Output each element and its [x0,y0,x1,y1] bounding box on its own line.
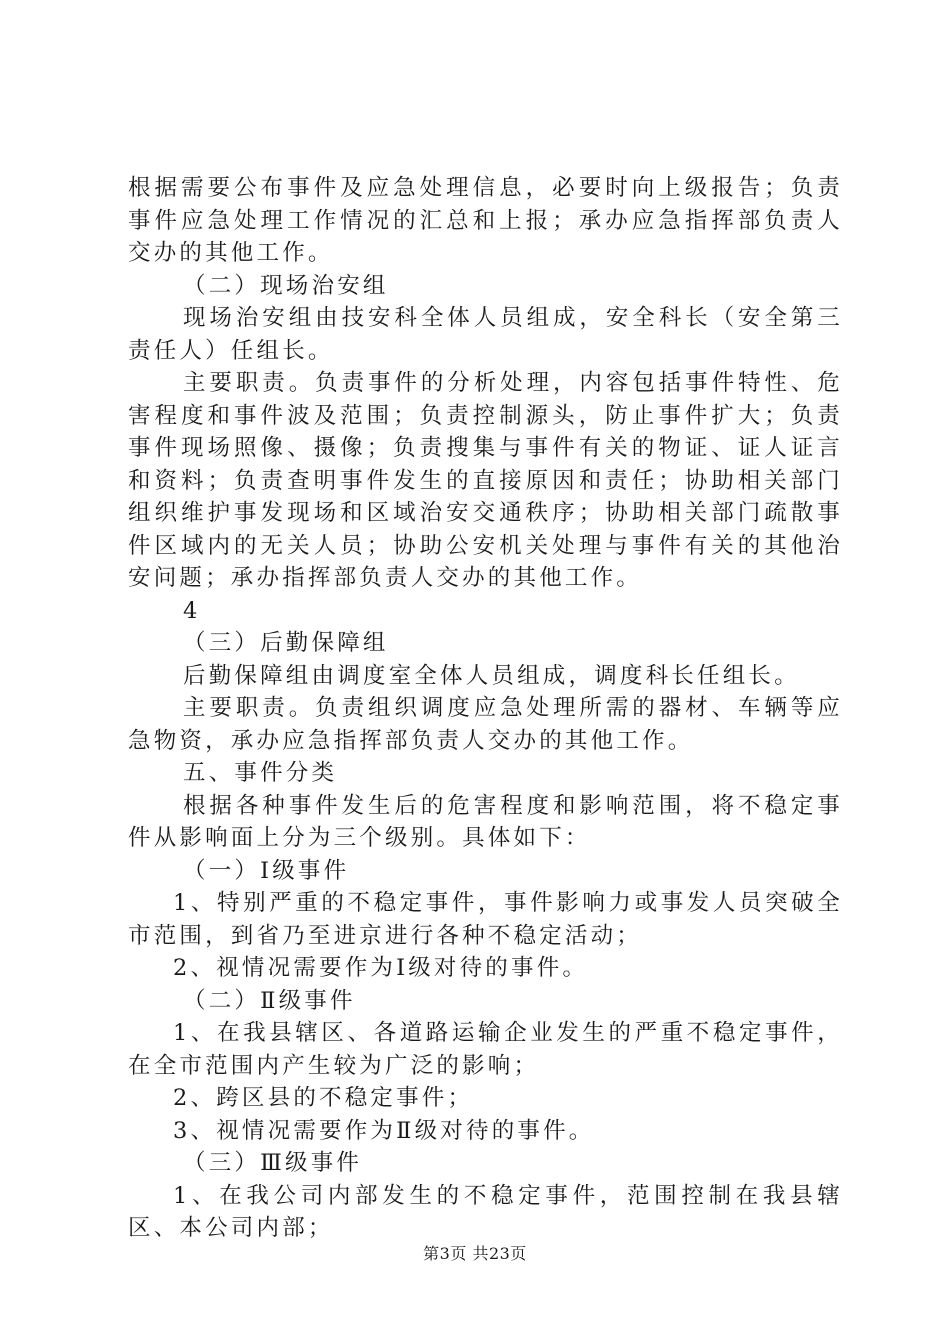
paragraph-logistics-members: 后勤保障组由调度室全体人员组成，调度科长任组长。 [183,662,800,689]
list-item: 1、特别严重的不稳定事件，事件影响力或事发人员突破全市范围，到省乃至进京进行各种不稳定活动； [128,890,843,949]
paragraph-logistics-duties: 主要职责。负责组织调度应急处理所需的器材、车辆等应急物资，承办应急指挥部负责人交办的其他工作。 [128,695,843,754]
list-item: 2、跨区县的不稳定事件； [173,1085,474,1111]
list-item: 1、在我公司内部发生的不稳定事件，范围控制在我县辖区、本公司内部； [128,1182,843,1241]
page-footer [0,1244,950,1264]
heading-event-classification: 五、事件分类 [183,760,338,786]
paragraph-number: 4 [183,597,201,624]
document-body [128,172,843,1245]
list-item: 3、视情况需要作为Ⅱ级对待的事件。 [173,1117,595,1144]
list-item: 2、视情况需要作为Ⅰ级对待的事件。 [173,955,589,981]
paragraph-security-group-members: 现场治安组由技安科全体人员组成，安全科长（安全第三责任人）任组长。 [128,305,843,364]
paragraph-classification-intro: 根据各种事件发生后的危害程度和影响范围，将不稳定事件从影响面上分为三个级别。具体如下： [128,792,843,851]
heading-level-2: （二）Ⅱ级事件 [183,987,356,1014]
paragraph-duties-continued: 根据需要公布事件及应急处理信息，必要时向上级报告；负责事件应急处理工作情况的汇总和上报；承办应急指挥部负责人交办的其他工作。 [128,175,843,266]
paragraph-security-group-duties: 主要职责。负责事件的分析处理，内容包括事件特性、危害程度和事件波及范围；负责控制源头，防止事件扩大；负责事件现场照像、摄像；负责搜集与事件有关的物证、证人证言和资料；负责查明事件发生的直接原因和责任；协助相关部门组织维护事发现场和区域治安交通秩序；协助相关部门疏散事件区域内的无关人员；协助公安机关处理与事件有关的其他治安问题；承办指挥部负责人交办的其他工作。 [128,370,843,591]
list-item: 1、在我县辖区、各道路运输企业发生的严重不稳定事件，在全市范围内产生较为广泛的影响； [128,1020,843,1079]
heading-logistics-group: （三）后勤保障组 [183,630,389,656]
heading-level-1: （一）Ⅰ级事件 [183,857,350,884]
heading-site-security-group: （二）现场治安组 [183,272,389,299]
page-number-label: 第3页 共23页 [423,1244,527,1263]
heading-level-3: （三）Ⅲ级事件 [183,1150,363,1176]
